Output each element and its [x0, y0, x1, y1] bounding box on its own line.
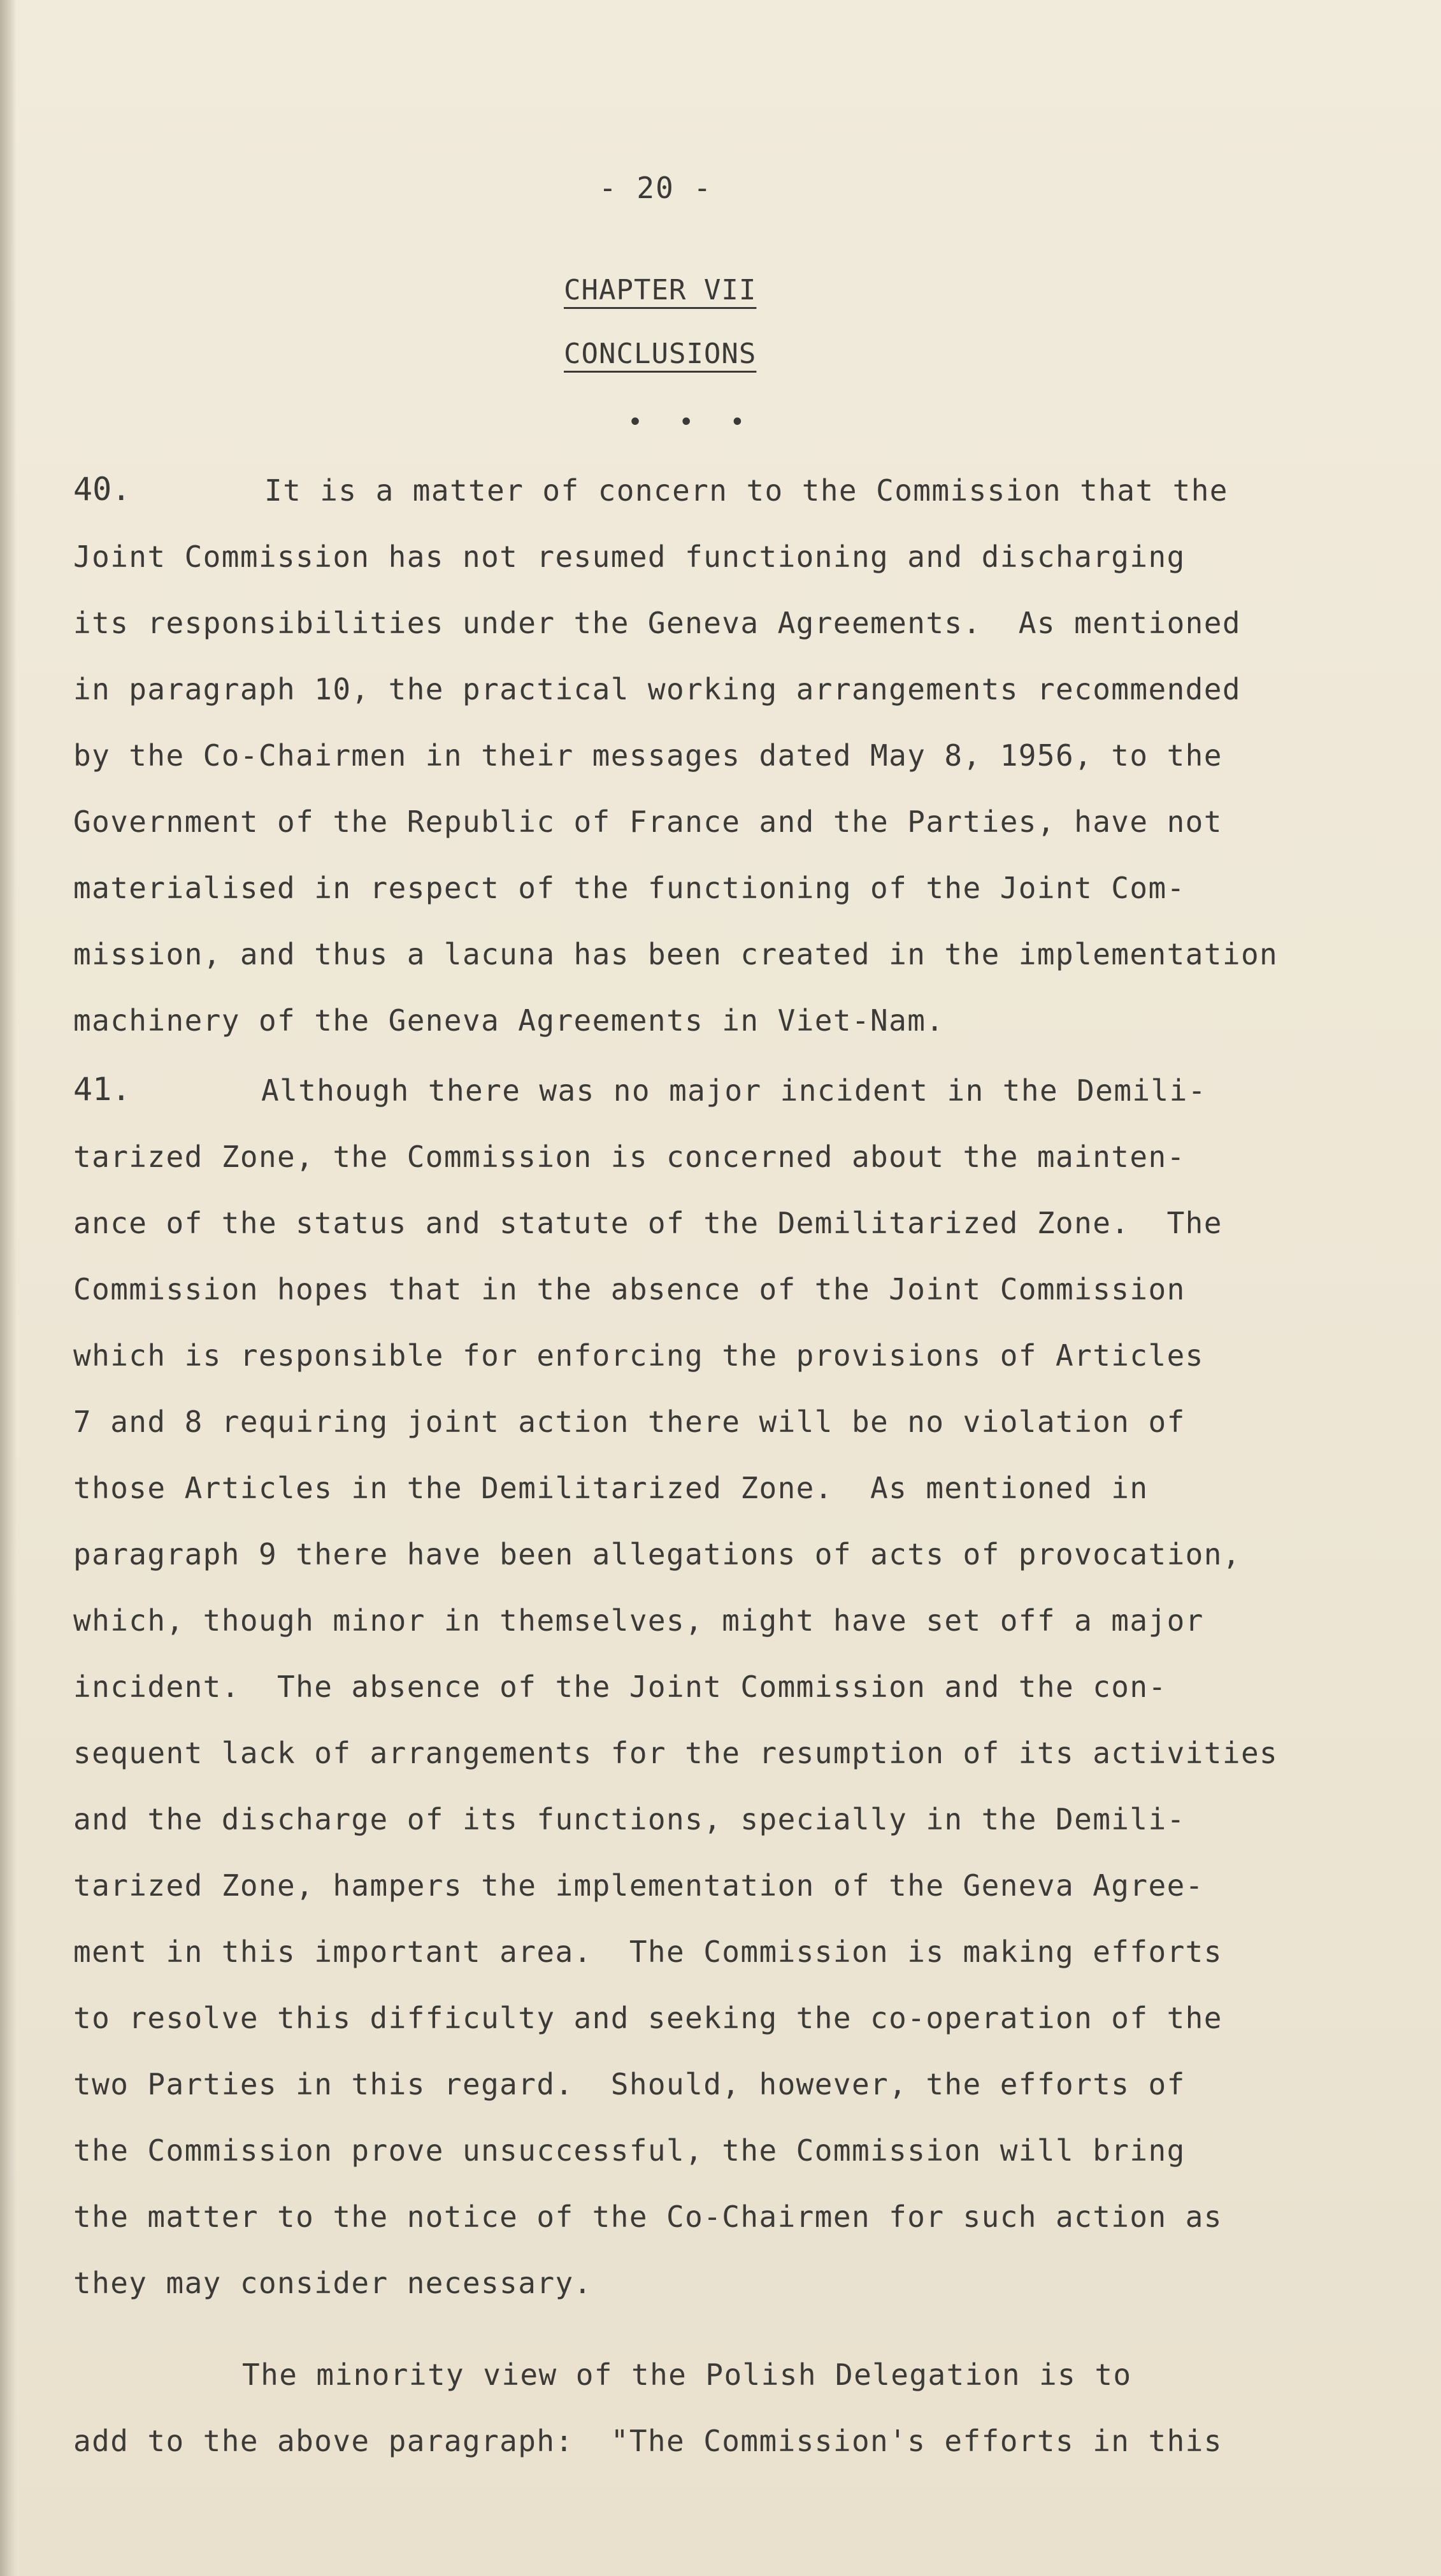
text-line: It is a matter of concern to the Commission that the: [264, 473, 1228, 508]
text-line: they may consider necessary.: [73, 2266, 592, 2300]
text-line: the matter to the notice of the Co-Chairmen for such action as: [73, 2200, 1222, 2234]
paragraph-number: 40.: [73, 471, 131, 508]
text-line: mission, and thus a lacuna has been created in the implementation: [73, 937, 1279, 971]
text-line: ance of the status and statute of the Demilitarized Zone. The: [73, 1206, 1222, 1240]
text-line: which is responsible for enforcing the provisions of Articles: [73, 1338, 1204, 1373]
text-line: paragraph 9 there have been allegations of acts of provocation,: [73, 1537, 1241, 1571]
text-line: the Commission prove unsuccessful, the Commission will bring: [73, 2133, 1186, 2168]
text-line: its responsibilities under the Geneva Agreements. As mentioned: [73, 606, 1241, 640]
paragraph-number: 41.: [73, 1071, 131, 1108]
page-edge-shadow: [0, 0, 17, 2576]
text-line: sequent lack of arrangements for the resumption of its activities: [73, 1736, 1279, 1770]
text-line: add to the above paragraph: "The Commission's efforts in this: [73, 2424, 1222, 2458]
text-line: in paragraph 10, the practical working arrangements recommended: [73, 672, 1241, 706]
text-line: Commission hopes that in the absence of the Joint Commission: [73, 1272, 1186, 1306]
section-separator: • • •: [627, 408, 756, 437]
text-line: and the discharge of its functions, specially in the Demili-: [73, 1802, 1186, 1836]
text-line: by the Co-Chairmen in their messages dated May 8, 1956, to the: [73, 738, 1222, 773]
text-line: incident. The absence of the Joint Commission and the con-: [73, 1670, 1167, 1704]
text-line: which, though minor in themselves, might have set off a major: [73, 1603, 1204, 1638]
text-line: machinery of the Geneva Agreements in Viet-Nam.: [73, 1003, 945, 1038]
text-line: to resolve this difficulty and seeking the co-operation of the: [73, 2001, 1222, 2035]
text-line: 7 and 8 requiring joint action there will be no violation of: [73, 1405, 1186, 1439]
text-line: tarized Zone, hampers the implementation of the Geneva Agree-: [73, 1868, 1204, 1903]
page-number: - 20 -: [599, 171, 713, 205]
text-line: Although there was no major incident in the Demili-: [261, 1073, 1207, 1108]
text-line: those Articles in the Demilitarized Zone. As mentioned in: [73, 1471, 1149, 1505]
text-line: ment in this important area. The Commission is making efforts: [73, 1935, 1222, 1969]
text-line: The minority view of the Polish Delegation is to: [242, 2358, 1132, 2392]
chapter-title: CHAPTER VII: [564, 274, 757, 306]
text-line: Joint Commission has not resumed functioning and discharging: [73, 540, 1186, 574]
text-line: materialised in respect of the functioning of the Joint Com-: [73, 871, 1186, 905]
text-line: two Parties in this regard. Should, however, the efforts of: [73, 2067, 1186, 2101]
text-line: tarized Zone, the Commission is concerned about the mainten-: [73, 1140, 1186, 1174]
text-line: Government of the Republic of France and the Parties, have not: [73, 805, 1222, 839]
section-title: CONCLUSIONS: [564, 338, 757, 370]
